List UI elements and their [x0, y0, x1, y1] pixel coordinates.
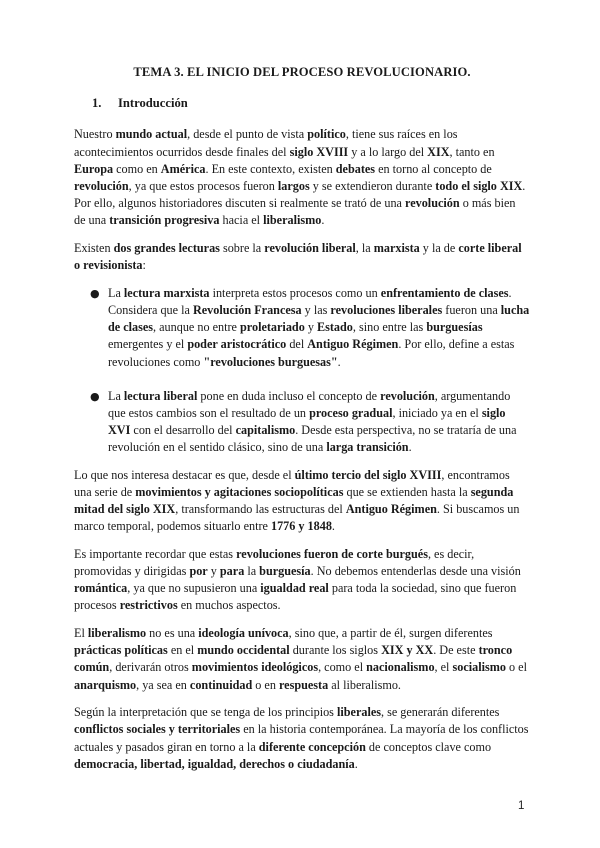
document-title: TEMA 3. EL INICIO DEL PROCESO REVOLUCIONARIO. — [133, 65, 471, 79]
paragraph-5: El liberalismo no es una ideología unívoca, sino que, a partir de él, surgen diferentes prácticas políticas en el mundo occidental durante los siglos XIX y XX. De este tronco común, derivarán otros movimientos ideológicos, como el nacionalismo, el socialismo o el anarquismo, ya sea en continuidad o en respuesta al liberalismo. — [74, 626, 527, 692]
paragraph-4: Es importante recordar que estas revoluciones fueron de corte burgués, es decir, promovidas y dirigidas por y para la burguesía. No debemos entenderlas desde una visión romántica, ya que no supusieron una igualdad real para toda la sociedad, sino que fueron procesos restrictivos en muchos aspectos. — [74, 546, 521, 613]
bullet-list — [74, 285, 530, 457]
page-number: 1 — [518, 800, 525, 812]
paragraph-6: Según la interpretación que se tenga de los principios liberales, se generarán diferentes conflictos sociales y territoriales en la historia contemporánea. La mayoría de los conflictos actuales y pasados giran en torno a la diferente concepción de conceptos clave como democracia, libertad, igualdad, derechos o ciudadanía. — [74, 705, 529, 771]
paragraph-3: Lo que nos interesa destacar es que, desde el último tercio del siglo XVIII, encontramos una serie de movimientos y agitaciones sociopolíticas que se extienden hasta la segunda mitad del siglo XIX, transformando las estructuras del Antiguo Régimen. Si buscamos un marco temporal, podemos situarlo entre 1776 y 1848. — [74, 467, 520, 534]
bullet-icon: ● — [90, 286, 100, 300]
section-label: Introducción — [118, 96, 188, 111]
section-number: 1. — [92, 96, 102, 111]
list-item: ● La lectura marxista interpreta estos procesos como un enfrentamiento de clases. Considera que la Revolución Francesa y las revoluciones liberales fueron una lucha de clases, aunque no entre proletariado y Estado, sino entre las burguesías emergentes y el poder aristocrático del Antiguo Régimen. Por ello, define a estas revoluciones como "revoluciones burguesas". — [90, 285, 530, 369]
list-item: ● La lectura liberal pone en duda incluso el concepto de revolución, argumentando que estos cambios son el resultado de un proceso gradual, iniciado ya en el siglo XVI con el desarrollo del capitalismo. Desde esta perspectiva, no se trataría de una revolución en el sentido clásico, sino de una larga transición. — [90, 388, 517, 455]
section-heading — [92, 95, 530, 112]
paragraph-1: Nuestro mundo actual, desde el punto de vista político, tiene sus raíces en los acontecimientos ocurridos desde finales del siglo XVIII y a lo largo del XIX, tanto en Europa como en América. En este contexto, existen debates en torno al concepto de revolución, ya que estos procesos fueron largos y se extendieron durante todo el siglo XIX. Por ello, algunos historiadores discuten si realmente se trató de una revolución o más bien de una transición progresiva hacia el liberalismo. — [74, 127, 526, 228]
document-body — [74, 64, 530, 783]
bullet-icon: ● — [90, 389, 100, 403]
paragraph-2: Existen dos grandes lecturas sobre la revolución liberal, la marxista y la de corte liberal o revisionista: — [74, 241, 522, 273]
